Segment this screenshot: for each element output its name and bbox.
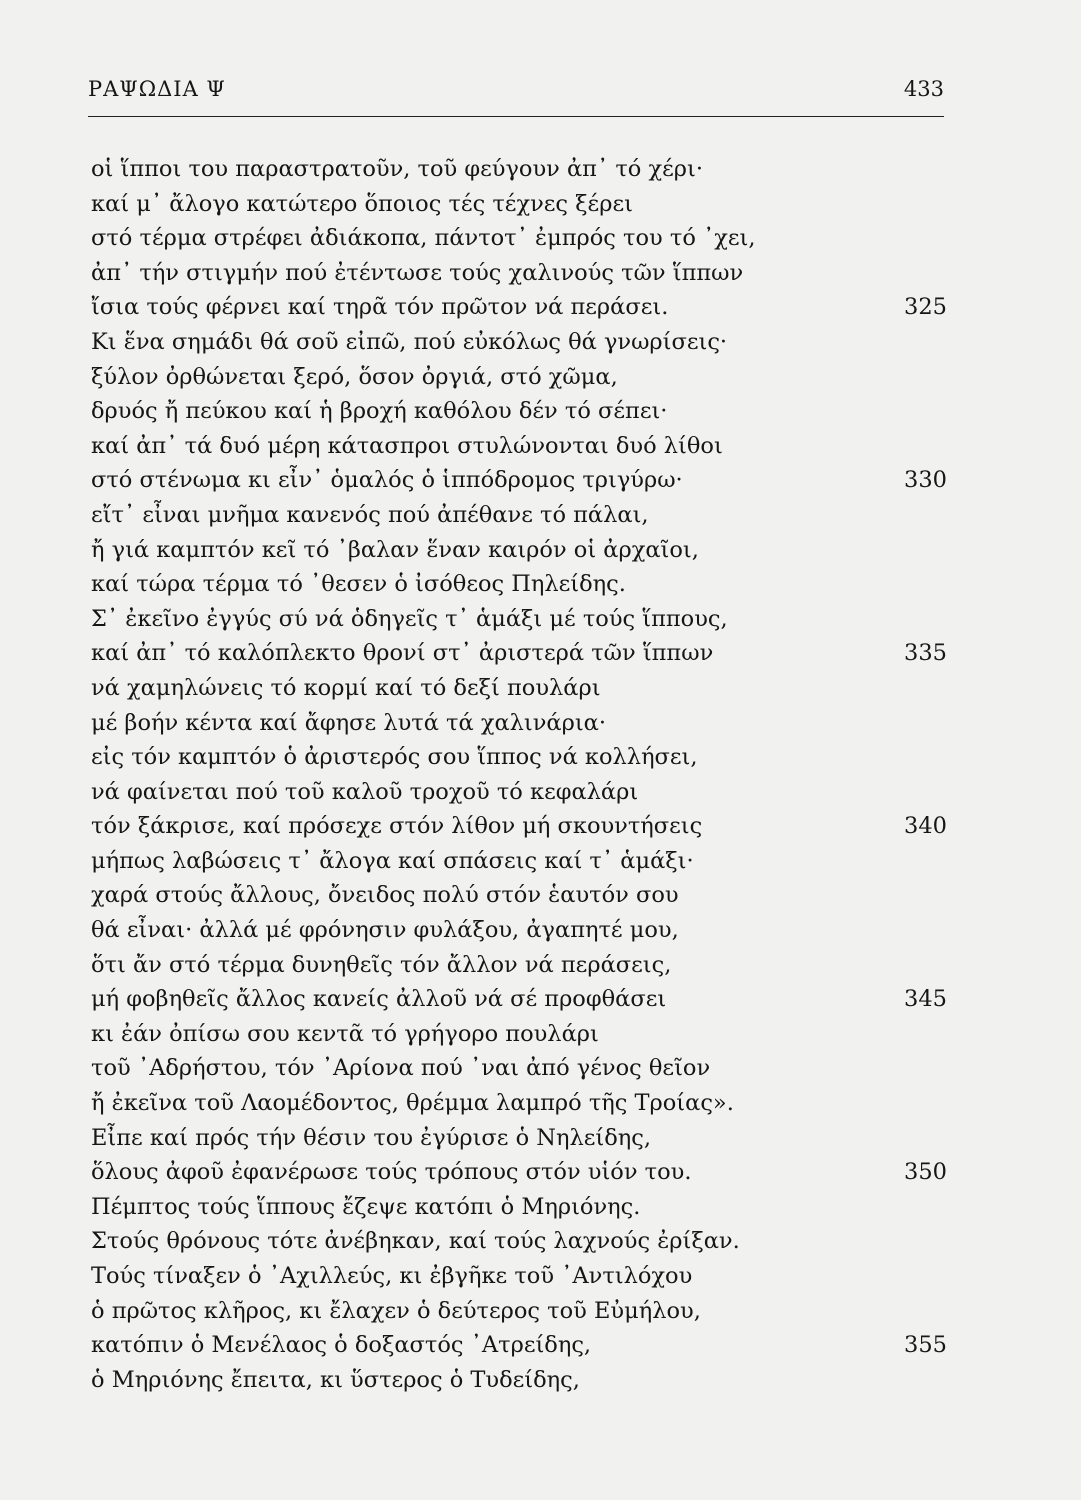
verse-text: ὅλους ἀφοῦ ἐφανέρωσε τούς τρόπους στόν υἱόν του. (91, 1159, 692, 1186)
verse-text: Τούς τίναξεν ὁ ᾽Αχιλλεύς, κι ἐβγῆκε τοῦ ᾽Αντιλόχου (91, 1263, 693, 1289)
verse-line (91, 256, 947, 291)
verse-text: νά φαίνεται πού τοῦ καλοῦ τροχοῦ τό κεφαλάρι (91, 778, 639, 805)
verse-line (91, 878, 947, 913)
verse-text: στό στένωμα κι εἶν᾽ ὁμαλός ὁ ἱππόδρομος τριγύρω· (91, 467, 683, 494)
verse-line (91, 1051, 947, 1086)
verse-text: ἤ ἐκεῖνα τοῦ Λαομέδοντος, θρέμμα λαμπρό τῆς Τροίας». (91, 1090, 734, 1117)
verse-text: τοῦ ᾽Αδρήστου, τόν ᾽Αρίονα πού ᾽ναι ἀπό γένος θεῖον (91, 1055, 711, 1082)
verse-text: στό τέρμα στρέφει ἀδιάκοπα, πάντοτ᾽ ἐμπρός του τό ᾽χει, (91, 225, 756, 252)
verse-text: μή φοβηθεῖς ἄλλος κανείς ἀλλοῦ νά σέ προφθάσει (91, 986, 667, 1013)
verse-line (91, 533, 947, 568)
verse-line (91, 429, 947, 464)
verse-line (91, 463, 947, 498)
verse-line (91, 1328, 947, 1363)
verse-text: Πέμπτος τούς ἵππους ἔζεψε κατόπι ὁ Μηριόνης. (91, 1193, 641, 1220)
verse-line (91, 567, 947, 602)
verse-line (91, 1017, 947, 1052)
verse-line (91, 948, 947, 983)
verse-text: ἴσια τούς φέρνει καί τηρᾶ τόν πρῶτον νά περάσει. (91, 294, 669, 321)
verse-text: μήπως λαβώσεις τ᾽ ἄλογα καί σπάσεις καί τ᾽ ἁμάξι· (91, 847, 694, 874)
verse-text: Εἶπε καί πρός τήν θέσιν του ἐγύρισε ὁ Νηλείδης, (91, 1124, 651, 1151)
verse-line (91, 1155, 947, 1190)
line-number: 340 (904, 813, 947, 840)
verse-text: Σ᾽ ἐκεῖνο ἐγγύς σύ νά ὁδηγεῖς τ᾽ ἁμάξι μέ τούς ἵππους, (91, 605, 728, 632)
verse-line (91, 1190, 947, 1225)
header-rule (88, 116, 944, 117)
verse-text: δρυός ἤ πεύκου καί ἡ βροχή καθόλου δέν τό σέπει· (91, 398, 668, 425)
line-number: 325 (904, 294, 947, 321)
verse-line (91, 187, 947, 222)
verse-text: εἰς τόν καμπτόν ὁ ἀριστερός σου ἵππος νά κολλήσει, (91, 744, 698, 771)
line-number: 350 (904, 1159, 947, 1186)
running-head: ΡΑΨΩΔΙΑ Ψ (88, 77, 226, 101)
verse-line (91, 152, 947, 187)
line-number: 355 (904, 1332, 947, 1359)
line-number: 330 (904, 467, 947, 494)
verse-line (91, 498, 947, 533)
verse-line (91, 982, 947, 1017)
verse-line (91, 740, 947, 775)
verse-line (91, 1086, 947, 1121)
verse-text: ὁ πρῶτος κλῆρος, κι ἔλαχεν ὁ δεύτερος τοῦ Εὐμήλου, (91, 1297, 701, 1324)
verse-line (91, 360, 947, 395)
verse-text: τόν ξάκρισε, καί πρόσεχε στόν λίθον μή σκουντήσεις (91, 813, 703, 840)
verse-text: ἤ γιά καμπτόν κεῖ τό ᾽βαλαν ἕναν καιρόν οἱ ἀρχαῖοι, (91, 536, 699, 563)
verse-line (91, 325, 947, 360)
verse-line (91, 671, 947, 706)
verse-line (91, 221, 947, 256)
page-header (88, 73, 944, 113)
verse-text: ξύλον ὀρθώνεται ξερό, ὅσον ὀργιά, στό χῶμα, (91, 363, 618, 390)
verse-list (91, 152, 947, 1397)
verse-line (91, 913, 947, 948)
verse-line (91, 809, 947, 844)
verse-text: Κι ἕνα σημάδι θά σοῦ εἰπῶ, πού εὐκόλως θά γνωρίσεις· (91, 328, 728, 355)
verse-line (91, 1121, 947, 1156)
verse-line (91, 1294, 947, 1329)
verse-text: Στούς θρόνους τότε ἀνέβηκαν, καί τούς λαχνούς ἐρίξαν. (91, 1228, 740, 1255)
verse-line (91, 844, 947, 879)
verse-text: καί μ᾽ ἄλογο κατώτερο ὅποιος τές τέχνες ξέρει (91, 190, 633, 217)
verse-text: καί ἀπ᾽ τά δυό μέρη κάτασπροι στυλώνονται δυό λίθοι (91, 432, 723, 459)
verse-text: καί ἀπ᾽ τό καλόπλεκτο θρονί στ᾽ ἀριστερά τῶν ἵππων (91, 640, 714, 667)
verse-text: χαρά στούς ἄλλους, ὄνειδος πολύ στόν ἑαυτόν σου (91, 882, 679, 909)
verse-text: κατόπιν ὁ Μενέλαος ὁ δοξαστός ᾽Ατρείδης, (91, 1332, 592, 1359)
verse-text: θά εἶναι· ἀλλά μέ φρόνησιν φυλάξου, ἀγαπητέ μου, (91, 917, 679, 944)
verse-text: κι ἐάν ὀπίσω σου κεντᾶ τό γρήγορο πουλάρι (91, 1020, 599, 1047)
line-number: 335 (904, 640, 947, 667)
verse-line (91, 1259, 947, 1294)
verse-line (91, 1224, 947, 1259)
verse-text: οἱ ἵπποι του παραστρατοῦν, τοῦ φεύγουν ἀπ᾽ τό χέρι· (91, 156, 703, 182)
verse-line (91, 636, 947, 671)
verse-line (91, 706, 947, 741)
verse-line (91, 602, 947, 637)
verse-line (91, 775, 947, 810)
line-number: 345 (904, 986, 947, 1013)
verse-line (91, 1363, 947, 1398)
verse-text: νά χαμηλώνεις τό κορμί καί τό δεξί πουλάρι (91, 674, 601, 701)
verse-text: μέ βοήν κέντα καί ἄφησε λυτά τά χαλινάρια· (91, 709, 607, 736)
verse-text: ἀπ᾽ τήν στιγμήν πού ἐτέντωσε τούς χαλινούς τῶν ἵππων (91, 259, 744, 286)
verse-text: εἴτ᾽ εἶναι μνῆμα κανενός πού ἀπέθανε τό πάλαι, (91, 501, 649, 528)
verse-text: ὅτι ἄν στό τέρμα δυνηθεῖς τόν ἄλλον νά περάσεις, (91, 951, 672, 978)
verse-text: καί τώρα τέρμα τό ᾽θεσεν ὁ ἰσόθεος Πηλείδης. (91, 571, 626, 598)
verse-line (91, 394, 947, 429)
verse-text: ὁ Μηριόνης ἔπειτα, κι ὕστερος ὁ Τυδείδης, (91, 1366, 580, 1393)
page-number: 433 (903, 77, 944, 101)
verse-line (91, 290, 947, 325)
